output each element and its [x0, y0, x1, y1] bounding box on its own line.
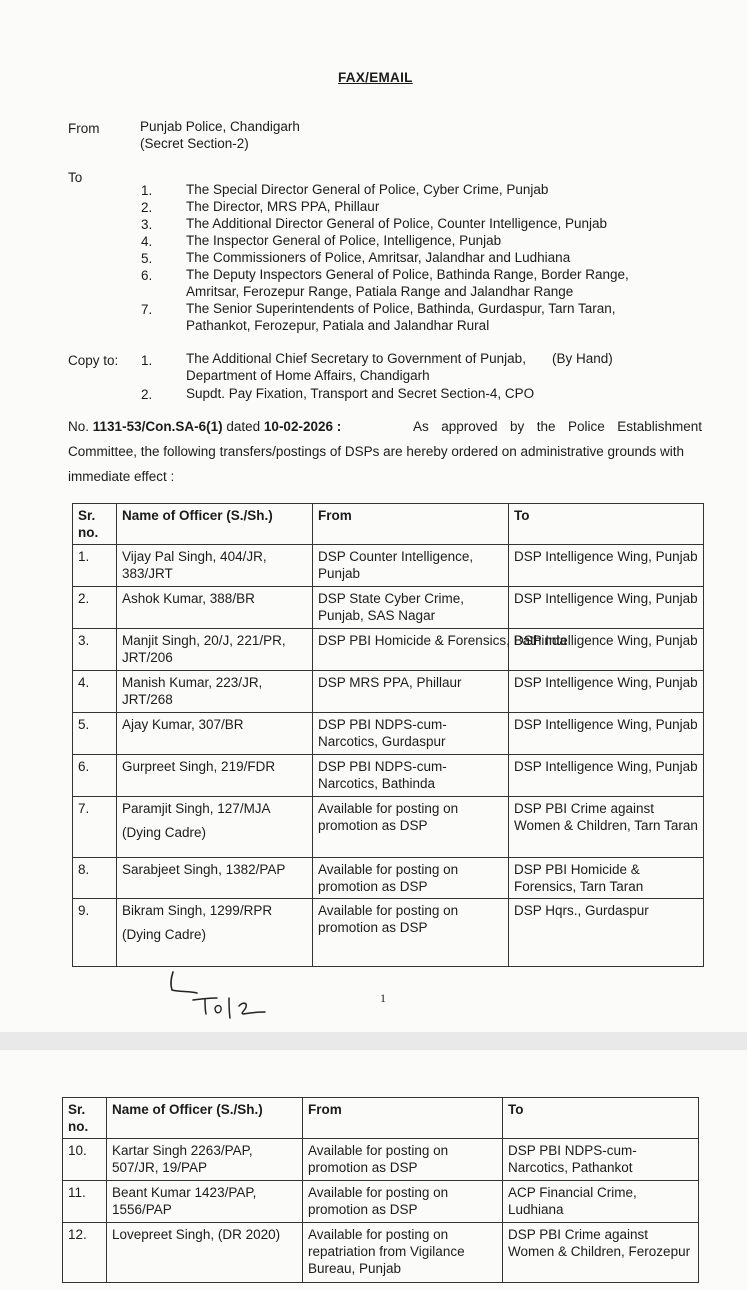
to-item-6-line-2: Amritsar, Ferozepur Range, Patiala Range and Jalandhar Range: [186, 284, 574, 299]
order-no-label: No.: [68, 419, 90, 434]
header-sr-no: Sr. no.: [63, 1098, 107, 1139]
to-item-7-line-1: The Senior Superintendents of Police, Bathinda, Gurdaspur, Tarn Taran,: [186, 301, 616, 316]
cell-sr: 7.: [73, 797, 117, 858]
cell-to: DSP Intelligence Wing, Punjab: [509, 713, 704, 755]
header-from: From: [313, 504, 509, 545]
cell-to: DSP Intelligence Wing, Punjab: [509, 587, 704, 629]
to-item-1: The Special Director General of Police, Cyber Crime, Punjab: [186, 182, 549, 197]
officer-name: Paramjit Singh, 127/MJA: [122, 801, 271, 816]
table-row: [73, 671, 704, 713]
table-header-row: [63, 1098, 699, 1139]
to-item-2: The Director, MRS PPA, Phillaur: [186, 199, 380, 214]
cell-name: Ajay Kumar, 307/BR: [117, 713, 313, 755]
cell-sr: 2.: [73, 587, 117, 629]
order-number: 1131-53/Con.SA-6(1): [92, 419, 223, 434]
cell-name: Ashok Kumar, 388/BR: [117, 587, 313, 629]
from-label: From: [68, 121, 100, 136]
cell-to: DSP PBI NDPS-cum-Narcotics, Pathankot: [503, 1139, 699, 1181]
cell-from: Available for posting on repatriation from Vigilance Bureau, Punjab: [303, 1223, 503, 1283]
table-row: [73, 858, 704, 899]
order-line-3: immediate effect :: [68, 469, 175, 484]
cell-name: Kartar Singh 2263/PAP, 507/JR, 19/PAP: [107, 1139, 303, 1181]
cell-to: ACP Financial Crime, Ludhiana: [503, 1181, 699, 1223]
to-item-3: The Additional Director General of Police, Counter Intelligence, Punjab: [186, 216, 607, 231]
order-line-1-right: As approved by the Police Establishment: [413, 419, 702, 434]
cell-name: Gurpreet Singh, 219/FDR: [117, 755, 313, 797]
cell-name: Lovepreet Singh, (DR 2020): [107, 1223, 303, 1283]
to-item-number: 3.: [141, 217, 153, 232]
cell-from: Available for posting on promotion as DSP: [313, 899, 509, 967]
header-to: To: [509, 504, 704, 545]
transfer-table: [72, 503, 704, 967]
cell-name: Vijay Pal Singh, 404/JR, 383/JRT: [117, 545, 313, 587]
cell-to: DSP Intelligence Wing, Punjab: [509, 629, 704, 671]
copy-item-1-line-1: The Additional Chief Secretary to Government of Punjab,: [186, 351, 526, 366]
cell-from: Available for posting on promotion as DSP: [303, 1139, 503, 1181]
dying-cadre-note: (Dying Cadre): [122, 927, 207, 942]
document-page-2: [0, 1050, 747, 1290]
cell-sr: 6.: [73, 755, 117, 797]
to-item-5: The Commissioners of Police, Amritsar, Jalandhar and Ludhiana: [186, 250, 571, 265]
copy-item-number: 1.: [141, 353, 153, 368]
to-item-number: 1.: [141, 183, 153, 198]
cell-name: [117, 797, 313, 858]
table-row: [73, 545, 704, 587]
cell-from: DSP State Cyber Crime, Punjab, SAS Nagar: [313, 587, 509, 629]
to-item-number: 7.: [141, 302, 153, 317]
cell-to: DSP Hqrs., Gurdaspur: [509, 899, 704, 967]
cell-to: DSP PBI Crime against Women & Children, Ferozepur: [503, 1223, 699, 1283]
header-sr-no: Sr. no.: [73, 504, 117, 545]
order-dated-label: dated: [226, 419, 261, 434]
cell-from: DSP PBI NDPS-cum-Narcotics, Bathinda: [313, 755, 509, 797]
table-header-row: [73, 504, 704, 545]
cell-from: DSP Counter Intelligence, Punjab: [313, 545, 509, 587]
copy-item-number: 2.: [141, 387, 153, 402]
cell-from: Available for posting on promotion as DSP: [313, 797, 509, 858]
cell-name: Beant Kumar 1423/PAP, 1556/PAP: [107, 1181, 303, 1223]
dying-cadre-note: (Dying Cadre): [122, 825, 207, 840]
cell-sr: 5.: [73, 713, 117, 755]
header-name: Name of Officer (S./Sh.): [117, 504, 313, 545]
to-item-7-line-2: Pathankot, Ferozepur, Patiala and Jalandhar Rural: [186, 318, 490, 333]
header-to: To: [503, 1098, 699, 1139]
table-row: [73, 755, 704, 797]
document-title: FAX/EMAIL: [338, 70, 413, 85]
table-row: [63, 1181, 699, 1223]
cell-from: DSP PBI Homicide & Forensics, Bathinda: [313, 629, 509, 671]
officer-name: Bikram Singh, 1299/RPR: [122, 903, 273, 918]
to-item-number: 4.: [141, 234, 153, 249]
from-line-1: Punjab Police, Chandigarh: [140, 119, 300, 134]
cell-sr: 11.: [63, 1181, 107, 1223]
cell-from: DSP MRS PPA, Phillaur: [313, 671, 509, 713]
order-line-1-left: [68, 418, 341, 435]
copy-to-label: Copy to:: [68, 353, 119, 368]
cell-sr: 10.: [63, 1139, 107, 1181]
cell-sr: 4.: [73, 671, 117, 713]
to-item-6-line-1: The Deputy Inspectors General of Police, Bathinda Range, Border Range,: [186, 267, 629, 282]
cell-to: DSP PBI Homicide & Forensics, Tarn Taran: [509, 858, 704, 899]
cell-to: DSP PBI Crime against Women & Children, Tarn Taran: [509, 797, 704, 858]
cell-sr: 9.: [73, 899, 117, 967]
to-item-4: The Inspector General of Police, Intelligence, Punjab: [186, 233, 502, 248]
cell-from: DSP PBI NDPS-cum-Narcotics, Gurdaspur: [313, 713, 509, 755]
to-item-number: 6.: [141, 268, 153, 283]
page-number: 1: [380, 991, 386, 1005]
cell-name: Manish Kumar, 223/JR, JRT/268: [117, 671, 313, 713]
table-row: [63, 1223, 699, 1283]
table-row: [73, 587, 704, 629]
order-line-2: Committee, the following transfers/postings of DSPs are hereby ordered on administrative grounds with: [68, 444, 685, 459]
cell-to: DSP Intelligence Wing, Punjab: [509, 545, 704, 587]
to-item-number: 5.: [141, 251, 153, 266]
cell-name: Manjit Singh, 20/J, 221/PR, JRT/206: [117, 629, 313, 671]
cell-sr: 1.: [73, 545, 117, 587]
from-line-2: (Secret Section-2): [140, 136, 249, 151]
copy-item-2: Supdt. Pay Fixation, Transport and Secret Section-4, CPO: [186, 386, 535, 401]
order-colon: :: [336, 419, 342, 434]
cell-name: [117, 899, 313, 967]
table-row: [73, 899, 704, 967]
cell-sr: 12.: [63, 1223, 107, 1283]
table-row: [73, 713, 704, 755]
table-row: [73, 629, 704, 671]
order-date: 10-02-2026: [263, 419, 333, 434]
cell-name: Sarabjeet Singh, 1382/PAP: [117, 858, 313, 899]
cell-sr: 8.: [73, 858, 117, 899]
handwritten-signature: [165, 968, 275, 1023]
table-row: [73, 797, 704, 858]
copy-item-1-line-2: Department of Home Affairs, Chandigarh: [186, 368, 430, 383]
header-from: From: [303, 1098, 503, 1139]
to-item-number: 2.: [141, 200, 153, 215]
cell-sr: 3.: [73, 629, 117, 671]
header-name: Name of Officer (S./Sh.): [107, 1098, 303, 1139]
by-hand-note: (By Hand): [552, 351, 613, 366]
cell-to: DSP Intelligence Wing, Punjab: [509, 755, 704, 797]
transfer-table-continued: [62, 1097, 699, 1283]
cell-to: DSP Intelligence Wing, Punjab: [509, 671, 704, 713]
cell-from: Available for posting on promotion as DSP: [313, 858, 509, 899]
to-label: To: [68, 170, 83, 185]
table-row: [63, 1139, 699, 1181]
cell-from: Available for posting on promotion as DSP: [303, 1181, 503, 1223]
